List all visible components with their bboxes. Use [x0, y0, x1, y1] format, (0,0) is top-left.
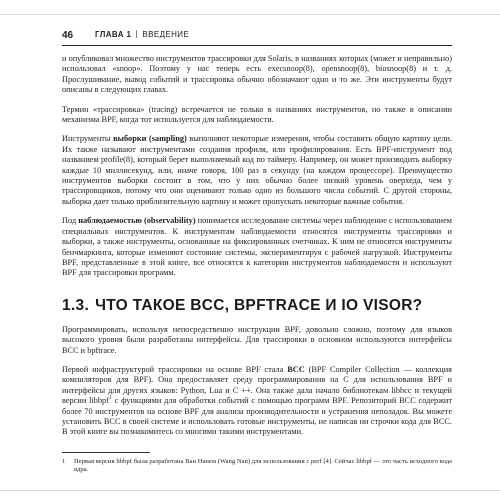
- text-run: (BPF Compiler Collection — коллекция компиляторов для BPF). Она предоставляет среду программирования на C для использования BPF и интерфейсы для других языков: Python, Lua и C ++. Она также дала начало библиотекам libbcc и текущей версии libbpf: [62, 364, 452, 406]
- text-run: понимается исследование системы через наблюдение с использованием специальных инструментов. К инструментам наблюдаемости относятся инструменты трассировки и выборки, а также инструменты, основанные на фиксированных счетчиках. К ним не относятся инструменты бенчмаркинга, которые изменяют состояние системы, экспериментируя с рабочей нагрузкой. Инструменты BPF, представленные в этой книге, все относятся к категории инструментов наблюдаемости и используют BPF для трассировки программ.: [62, 216, 453, 278]
- text-run: выполняют некоторые измерения, чтобы составить общую картину цели. Их также называют инструментами создания профиля, или профилирования. Есть BPF-инструмент под названием profile(8), который берет выполняемый код по таймеру. Например, он может производить выборку каждые 10 миллисекунд, или, иначе говоря, 100 раз в секунду (на каждом процессоре). Преимущество инструментов выборки состоит в том, что у них обычно более низкий уровень оверхеда, чем у трассировщиков, потому что они оценивают только одно из большого числа событий. С другой стороны, выборка дает только приблизительную картину и может пропускать некоторые важные события.: [62, 134, 452, 206]
- header-rule: [62, 45, 452, 46]
- page-body: [62, 54, 452, 475]
- footnote-text: Первая версия libbpf была разработана Ван Нанем (Wang Nan) для использования с perf [4]. Сейчас libbpf — это часть исходного кода ядра.: [74, 457, 452, 474]
- header-separator: [136, 30, 137, 38]
- section-title: ЧТО ТАКОЕ BCC, BPFTRACE И IO VISOR?: [95, 296, 423, 314]
- footnote-mark: 1: [62, 457, 66, 465]
- text-run: с функциями для обработки событий с помощью программ BPF. Репозиторий BCC содержит более 70 инструментов на основе BPF для анализа производительности и устранения неполадок. Вы можете установить BCC в своей системе и использовать готовые инструменты, не написав ни строчки кода для BCC. В этой книге вы познакомитесь со многими такими инструментами.: [62, 396, 452, 437]
- running-header: [62, 30, 452, 48]
- paragraph-sampling: [62, 134, 452, 207]
- text-run: Под: [62, 216, 79, 226]
- top-edge-rule: [0, 14, 500, 15]
- section-number: 1.3.: [62, 296, 90, 314]
- paragraph-snoop: и опубликовал множество инструментов трассировки для Solaris, в названиях которых (может и неправильно) использовал «snoop». Поэтому у нас теперь есть execsnoop(8), opensnoop(8), biosnoop(8) и т. д. Прослушивание, вывод событий и трассировка обычно обозначают одно и то же. Эти инструменты будут описаны в следующих главах.: [62, 54, 452, 95]
- footnote-reference[interactable]: 1: [108, 395, 112, 402]
- footnote-rule: [62, 452, 150, 453]
- page-number: 46: [62, 30, 74, 41]
- section-heading: [62, 297, 452, 315]
- bottom-edge-rule: [0, 490, 500, 491]
- paragraph-tracing-term: Термин «трассировка» (tracing) встречается не только в названиях инструментов, но также в описании механизма BPF, когда тот используется для наблюдаемости.: [62, 104, 452, 125]
- paragraph-intro: Программировать, используя непосредственно инструкции BPF, довольно сложно, поэтому для языков высокого уровня были разработаны интерфейсы. Для трассировки в основном используются интерфейсы BCC и bpftrace.: [62, 324, 452, 355]
- term-bcc: BCC: [287, 364, 305, 374]
- text-run: Инструменты: [62, 134, 114, 144]
- chapter-label: ГЛАВА 1: [95, 30, 132, 39]
- footnote: [62, 458, 452, 475]
- term-sampling: выборки (sampling): [113, 134, 187, 144]
- chapter-title: ВВЕДЕНИЕ: [142, 30, 190, 39]
- term-observability: наблюдаемостью (observability): [78, 216, 196, 226]
- paragraph-observability: [62, 216, 452, 278]
- text-run: Первой инфраструктурой трассировки на основе BPF стала: [62, 364, 288, 374]
- paragraph-bcc: [62, 365, 452, 438]
- chapter-heading: [95, 30, 189, 39]
